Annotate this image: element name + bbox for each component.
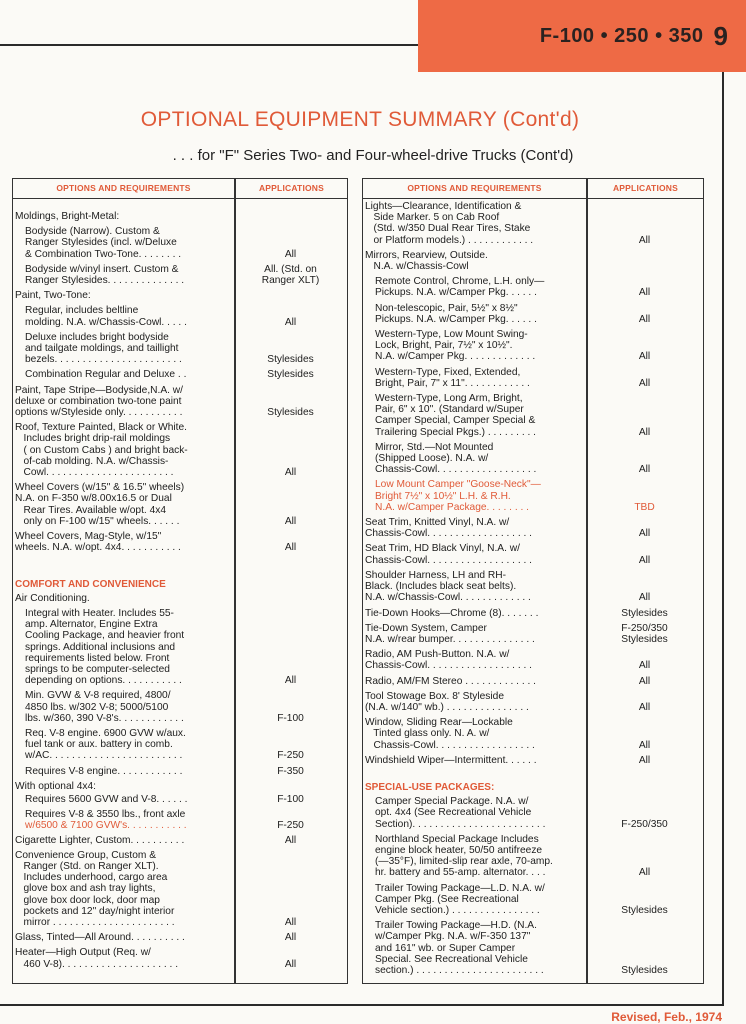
option-line: Tinted glass only. N. A. w/ [365,728,490,740]
option-line: Moldings, Bright-Metal: [15,211,120,222]
table-row [363,623,703,645]
option-line: and tailgate moldings, and taillight [25,343,179,355]
option-line: depending on options. . . . . . . . . . . [25,675,182,687]
application-value: All. (Std. on Ranger XLT) [261,263,320,287]
application-value: Stylesides [621,607,668,619]
option-line: w/AC. . . . . . . . . . . . . . . . . . . . . . . . [25,750,183,762]
header-block [418,0,746,72]
option-line: Vehicle section.) . . . . . . . . . . . . . . . . [375,904,540,916]
application-value: All [638,701,651,713]
application-value: F-100 [277,712,304,724]
option-description [363,250,586,272]
option-line: Seat Trim, Knitted Vinyl, N.A. w/ [365,517,510,529]
left-table-rows [13,201,347,970]
option-description [13,608,234,686]
option-line: Tie-Down System, Camper [365,622,487,634]
table-row [13,531,347,553]
application-value: All [638,464,651,476]
table-row [363,517,703,539]
table-row [13,932,347,943]
application-value: All [638,660,651,672]
option-line: Mirror, Std.—Not Mounted [375,441,494,453]
option-line: Ranger (Std. on Ranger XLT). [15,860,159,872]
option-line: Radio, AM/FM Stereo . . . . . . . . . . . . . [365,675,536,687]
option-line: Convenience Group, Custom & [15,849,156,861]
option-description [13,264,234,286]
option-description [363,517,586,539]
option-line: Ranger Stylesides. . . . . . . . . . . . . . [25,275,185,287]
page-title: OPTIONAL EQUIPMENT SUMMARY (Cont'd) [140,108,580,131]
table-row [363,543,703,565]
option-description [363,717,586,751]
table-row [363,250,703,272]
application-value: All [284,467,297,479]
option-line: (Shipped Loose). N.A. w/ [375,453,489,465]
option-description [363,623,586,645]
option-line: Chassis-Cowl. . . . . . . . . . . . . . . . . . . [365,554,532,566]
table-row [363,201,703,246]
option-line: Tie-Down Hooks—Chrome (8). . . . . . . [365,607,539,619]
option-line: Bright, Pair, 7" x 11". . . . . . . . . . . . [375,377,530,389]
option-line: Ranger Stylesides (incl. w/Deluxe [25,237,177,249]
option-line: Combination Regular and Deluxe . . [25,369,187,381]
bottom-rule [0,1004,724,1006]
option-description [13,809,234,831]
application-value: All [638,287,651,299]
table-row [13,226,347,260]
page-subtitle: . . . for "F" Series Two- and Four-wheel-drive Trucks (Cont'd) [172,147,574,164]
option-description [363,608,586,619]
option-line: wheels. N.A. w/opt. 4x4. . . . . . . . . . . [15,542,181,554]
application-value: All [284,316,297,328]
application-value: All [638,377,651,389]
option-line: Integral with Heater. Includes 55- [25,607,174,619]
option-line: Chassis-Cowl. . . . . . . . . . . . . . . . . . [365,739,535,751]
application-value: All [638,351,651,363]
right-rule [722,72,724,1004]
option-description [13,579,234,590]
option-description [363,755,586,766]
option-line: COMFORT AND CONVENIENCE [15,579,166,591]
application-value: All [284,958,297,970]
application-value: Stylesides [267,354,314,366]
option-line: w/6500 & 7100 GVW's. . . . . . . . . . . [25,820,187,832]
option-line: amp. Alternator, Engine Extra [25,619,158,631]
option-line: Req. V-8 engine. 6900 GVW w/aux. [25,727,186,739]
option-line: & Combination Two-Tone. . . . . . . . [25,248,182,260]
option-line: Requires 5600 GVW and V-8. . . . . . [25,793,188,805]
option-line: Black. (Includes black seat belts). [365,581,517,593]
application-value: F-250/350 Stylesides [621,622,668,645]
option-line: 4850 lbs. w/302 V-8; 5000/5100 [25,701,169,713]
option-line: (—35°F), limited-slip rear axle, 70-amp. [375,856,553,868]
option-line: Side Marker. 5 on Cab Roof [365,212,500,224]
option-description [363,782,586,793]
option-line: Section). . . . . . . . . . . . . . . . . . . . . . . . [375,818,546,830]
table-row [13,305,347,327]
option-description [363,303,586,325]
table-row [13,593,347,604]
option-line: engine block heater, 50/50 antifreeze [375,844,543,856]
table-row [13,728,347,762]
option-line: Chassis-Cowl. . . . . . . . . . . . . . . . . . [375,464,537,476]
option-line: opt. 4x4 (See Recreational Vehicle [375,807,532,819]
option-description [13,835,234,846]
option-description [363,201,586,246]
option-line: N.A. w/Camper Package. . . . . . . . [375,501,529,513]
section-heading [363,782,703,793]
option-line: bezels. . . . . . . . . . . . . . . . . . . . . . . [25,354,182,366]
option-description [13,332,234,366]
option-description [13,226,234,260]
option-line: Trailer Towing Package—H.D. (N.A. [375,920,537,932]
option-description [13,211,234,222]
option-line: Paint, Tape Stripe—Bodyside,N.A. w/ [15,384,183,396]
option-line: Wheel Covers, Mag-Style, w/15" [15,531,162,543]
application-value: All [284,932,297,944]
option-description [363,543,586,565]
option-line: N.A. w/rear bumper. . . . . . . . . . . . . . . [365,633,535,645]
application-value: Stylesides [267,369,314,381]
option-line: Min. GVW & V-8 required, 4800/ [25,690,171,702]
option-line: Radio, AM Push-Button. N.A. w/ [365,649,510,661]
option-description [13,947,234,969]
option-line: Trailer Towing Package—L.D. N.A. w/ [375,882,545,894]
table-row [363,276,703,298]
option-line: Chassis-Cowl. . . . . . . . . . . . . . . . . . . [365,528,532,540]
table-row [363,442,703,476]
option-line: glove box door lock, door map [15,894,160,906]
option-line: Paint, Two-Tone: [15,290,91,302]
option-line: hr. battery and 55-amp. alternator. . . . [375,867,546,879]
application-value: Stylesides [621,904,668,916]
option-line: Low Mount Camper "Goose-Neck"— [375,479,541,491]
option-line: w/Camper Pkg. N.A. w/F-350 137" [375,931,531,943]
right-table-rows [363,201,703,976]
application-value: All [638,313,651,325]
option-line: Camper Pkg. (See Recreational [375,893,519,905]
revision-note: Revised, Feb., 1974 [611,1010,722,1024]
section-heading [13,579,347,590]
option-description [363,442,586,476]
options-header: OPTIONS AND REQUIREMENTS [56,183,191,193]
option-line: Air Conditioning. [15,592,90,604]
option-description [13,690,234,724]
option-description [13,932,234,943]
table-row [363,608,703,619]
application-value: All [284,834,297,846]
option-description [363,883,586,917]
option-line: Cooling Package, and heavier front [25,630,185,642]
option-description [13,385,234,419]
option-line: springs to be computer-selected [25,663,170,675]
table-row [13,850,347,928]
table-row [13,482,347,527]
option-line: Window, Sliding Rear—Lockable [365,717,513,729]
option-line: Camper Special, Camper Special & [375,415,536,427]
application-value: Stylesides [267,407,314,419]
option-line: Western-Type, Fixed, Extended, [375,366,521,378]
option-line: N.A. w/Chassis-Cowl [365,261,469,273]
table-row [13,766,347,777]
option-line: Roof, Texture Painted, Black or White. [15,422,187,434]
table-row [363,479,703,513]
option-description [13,531,234,553]
option-description [363,570,586,604]
table-row [363,755,703,766]
option-line: Seat Trim, HD Black Vinyl, N.A. w/ [365,543,520,555]
option-line: Bright 7½" x 10½" L.H. & R.H. [375,490,511,502]
application-value: F-250 [277,820,304,832]
application-value: All [284,675,297,687]
table-row [13,422,347,478]
option-line: Cowl. . . . . . . . . . . . . . . . . . . . . . . [15,467,174,479]
header-models: F-100 • 250 • 350 [539,24,704,47]
option-line: Heater—High Output (Req. w/ [15,947,151,959]
options-header: OPTIONS AND REQUIREMENTS [407,183,542,193]
option-line: Remote Control, Chrome, L.H. only— [375,276,545,288]
option-description [363,691,586,713]
option-line: springs. Additional inclusions and [25,641,176,653]
application-value: All [638,554,651,566]
option-description [13,305,234,327]
table-row [363,883,703,917]
option-line: Lock, Bright, Pair, 7½" x 10½". [375,340,513,352]
option-line: Trailering Special Pkgs.) . . . . . . . . . [375,426,536,438]
option-line: Tool Stowage Box. 8' Styleside [365,690,504,702]
option-line: fuel tank or aux. battery in comb. [25,739,173,751]
option-line: Bodyside (Narrow). Custom & [25,226,160,238]
option-line: 460 V-8). . . . . . . . . . . . . . . . . . . . . [15,958,179,970]
option-line: (Std. w/350 Dual Rear Tires, Stake [365,223,531,235]
option-line: Mirrors, Rearview, Outside. [365,249,488,261]
table-row [13,835,347,846]
table-row [363,570,703,604]
table-row [363,676,703,687]
option-description [363,649,586,671]
application-value: All [638,867,651,879]
option-line: N.A. w/Chassis-Cowl. . . . . . . . . . . . . [365,592,531,604]
right-equipment-table [362,178,704,984]
option-description [13,766,234,777]
option-line: only on F-100 w/15" wheels. . . . . . [15,515,180,527]
option-line: Western-Type, Low Mount Swing- [375,329,528,341]
option-line: Includes bright drip-rail moldings [15,433,171,445]
applications-header: APPLICATIONS [612,183,679,193]
application-value: All [638,528,651,540]
application-value: Stylesides [621,964,668,976]
option-line: Wheel Covers (w/15" & 16.5" wheels) [15,482,185,494]
option-line: Rear Tires. Available w/opt. 4x4 [15,504,167,516]
option-line: Bodyside w/vinyl insert. Custom & [25,263,179,275]
top-rule [0,44,420,46]
table-row [363,691,703,713]
application-value: F-250/350 [621,818,668,830]
table-row [13,385,347,419]
option-description [363,367,586,389]
option-line: deluxe or combination two-tone paint [15,395,182,407]
option-line: and 161" wb. or Super Camper [375,942,516,954]
table-row [13,794,347,805]
option-description [363,834,586,879]
option-description [13,422,234,478]
application-value: All [638,426,651,438]
option-description [13,290,234,301]
table-row [363,367,703,389]
application-value: All [638,754,651,766]
option-line: Glass, Tinted—All Around. . . . . . . . . . [15,932,185,944]
option-line: N.A. w/Camper Pkg. . . . . . . . . . . . . [375,351,536,363]
option-line: options w/Styleside only. . . . . . . . . . . [15,407,183,419]
option-line: Deluxe includes bright bodyside [25,331,169,343]
option-line: Chassis-Cowl. . . . . . . . . . . . . . . . . . . [365,660,532,672]
applications-header: APPLICATIONS [258,183,325,193]
option-description [363,796,586,830]
option-line: Non-telescopic, Pair, 5½" x 8½" [375,302,518,314]
option-description [363,276,586,298]
option-line: section.) . . . . . . . . . . . . . . . . . . . . . . . [375,964,544,976]
option-description [363,920,586,976]
table-row [13,332,347,366]
table-row [363,393,703,438]
option-line: molding. N.A. w/Chassis-Cowl. . . . . [25,316,187,328]
option-line: Northland Special Package Includes [375,833,539,845]
application-value: All [638,234,651,246]
option-line: Western-Type, Long Arm, Bright, [375,393,523,405]
option-description [13,781,234,792]
option-line: Includes underhood, cargo area [15,872,168,884]
table-row [363,920,703,976]
application-value: F-100 [277,793,304,805]
option-description [363,393,586,438]
option-line: glove box and ash tray lights, [15,883,156,895]
option-line: (N.A. w/140" wb.) . . . . . . . . . . . . . . . [365,701,529,713]
option-line: Shoulder Harness, LH and RH- [365,569,506,581]
option-line: SPECIAL-USE PACKAGES: [365,781,495,793]
table-row [363,796,703,830]
table-row [13,211,347,222]
application-value: F-350 [277,765,304,777]
option-line: pockets and 12" day/night interior [15,905,175,917]
option-line: N.A. on F-350 w/8.00x16.5 or Dual [15,493,172,505]
application-value: All [284,248,297,260]
table-row [13,809,347,831]
application-value: All [638,739,651,751]
table-row [13,369,347,380]
option-line: Requires V-8 & 3550 lbs., front axle [25,809,186,821]
application-value: All [638,675,651,687]
option-line: lbs. w/360, 390 V-8's. . . . . . . . . . . . [25,712,184,724]
application-value: All [284,515,297,527]
option-line: or Platform models.) . . . . . . . . . . . . [365,234,534,246]
left-equipment-table [12,178,348,984]
table-row [363,649,703,671]
table-row [13,290,347,301]
option-description [363,479,586,513]
table-row [13,781,347,792]
application-value: All [638,592,651,604]
option-line: Windshield Wiper—Intermittent. . . . . . [365,754,537,766]
option-line: Cigarette Lighter, Custom. . . . . . . . . . [15,834,185,846]
option-description [13,369,234,380]
option-description [363,329,586,363]
table-row [363,834,703,879]
option-line: Special. See Recreational Vehicle [375,953,528,965]
option-line: Pair, 6" x 10". (Standard w/Super [375,404,524,416]
table-row [363,717,703,751]
option-description [13,794,234,805]
table-row [13,264,347,286]
option-line: of-cab molding. N.A. w/Chassis- [15,455,169,467]
option-line: Requires V-8 engine. . . . . . . . . . . . [25,765,183,777]
option-line: requirements listed below. Front [25,652,170,664]
option-line: Pickups. N.A. w/Camper Pkg. . . . . . [375,287,537,299]
application-value: All [284,916,297,928]
application-value: All [284,542,297,554]
table-row [13,690,347,724]
application-value: F-250 [277,750,304,762]
table-row [363,329,703,363]
option-line: With optional 4x4: [15,780,96,792]
option-line: Camper Special Package. N.A. w/ [375,796,529,808]
page-number: 9 [713,20,728,51]
application-value: TBD [634,501,655,513]
option-description [363,676,586,687]
option-line: Regular, includes beltline [25,305,139,317]
table-row [363,303,703,325]
option-description [13,728,234,762]
option-line: ( on Custom Cabs ) and bright back- [15,444,188,456]
option-line: Lights—Clearance, Identification & [365,201,522,212]
option-description [13,850,234,928]
option-description [13,593,234,604]
table-row [13,608,347,686]
option-description [13,482,234,527]
table-row [13,947,347,969]
option-line: mirror . . . . . . . . . . . . . . . . . . . . . . [15,916,175,928]
option-line: Pickups. N.A. w/Camper Pkg. . . . . . [375,313,537,325]
